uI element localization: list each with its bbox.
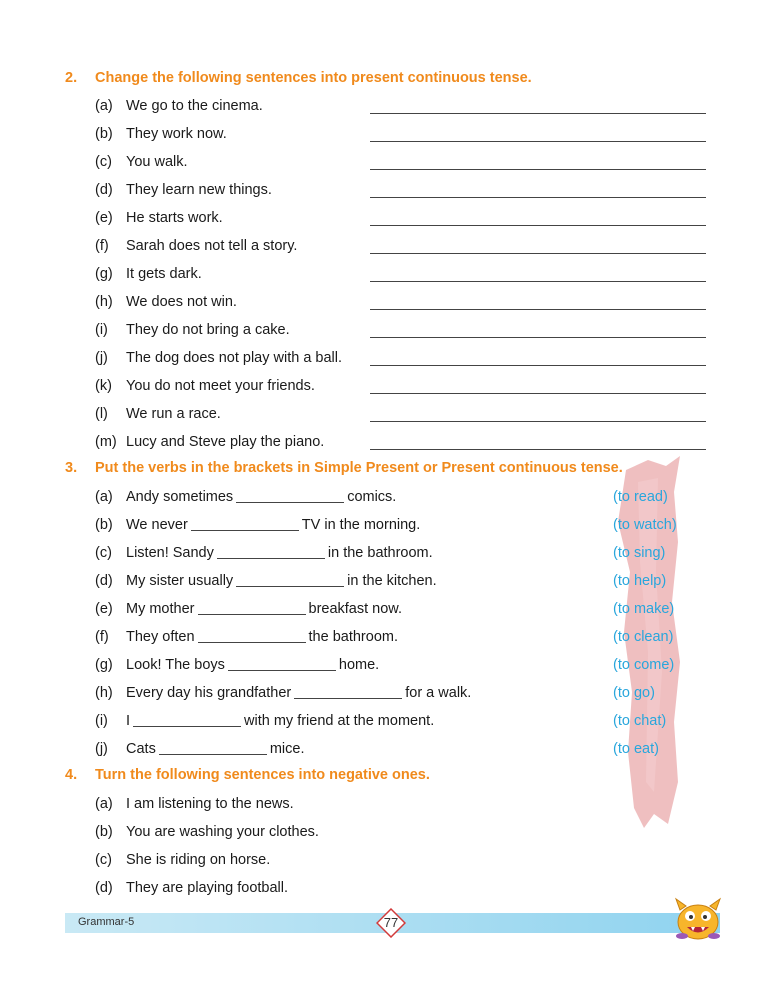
item-label: (c)	[95, 154, 112, 170]
answer-line[interactable]	[370, 281, 706, 282]
answer-line[interactable]	[370, 197, 706, 198]
item-text-after: home.	[338, 657, 380, 673]
item-label: (f)	[95, 238, 109, 254]
list-item	[95, 320, 290, 340]
item-label: (e)	[95, 601, 113, 617]
section-2-heading	[65, 70, 532, 86]
item-text: We does not win.	[126, 294, 237, 310]
book-title: Grammar-5	[78, 916, 135, 928]
item-text-after: the bathroom.	[308, 629, 398, 645]
item-text-after: with my friend at the moment.	[244, 713, 435, 729]
list-item	[95, 627, 398, 647]
verb-hint: (to help)	[613, 573, 667, 589]
item-label: (c)	[95, 545, 112, 561]
item-text-after: comics.	[347, 489, 397, 505]
item-label: (d)	[95, 182, 113, 198]
list-item	[95, 96, 263, 116]
item-label: (a)	[95, 489, 113, 505]
item-label: (d)	[95, 880, 113, 896]
item-text-before: Andy sometimes	[126, 489, 234, 505]
verb-hint: (to make)	[613, 601, 675, 617]
answer-line[interactable]	[370, 253, 706, 254]
verb-hint: (to sing)	[613, 545, 666, 561]
verb-hint: (to read)	[613, 489, 668, 505]
item-text-before: They often	[126, 629, 195, 645]
item-text-after: mice.	[269, 741, 305, 757]
item-text: They learn new things.	[126, 182, 272, 198]
item-label: (k)	[95, 378, 112, 394]
item-text-before: Cats	[126, 741, 156, 757]
list-item	[95, 432, 324, 452]
fill-in-blank[interactable]	[236, 488, 344, 503]
item-text-after: in the kitchen.	[347, 573, 437, 589]
list-item	[95, 515, 420, 535]
section-3-heading	[65, 460, 623, 476]
answer-line[interactable]	[370, 113, 706, 114]
item-text-before: Listen! Sandy	[126, 545, 214, 561]
item-label: (i)	[95, 713, 108, 729]
list-item	[95, 683, 471, 703]
answer-line[interactable]	[370, 337, 706, 338]
item-label: (i)	[95, 322, 108, 338]
item-text: You do not meet your friends.	[126, 378, 315, 394]
item-label: (h)	[95, 685, 113, 701]
section-title: Put the verbs in the brackets in Simple Present or Present continuous tense.	[95, 460, 623, 476]
section-number: 4.	[65, 767, 78, 783]
item-label: (e)	[95, 210, 113, 226]
item-label: (l)	[95, 406, 108, 422]
fill-in-blank[interactable]	[198, 628, 306, 643]
item-text: They do not bring a cake.	[126, 322, 290, 338]
item-text: It gets dark.	[126, 266, 202, 282]
item-text: Sarah does not tell a story.	[126, 238, 298, 254]
item-label: (d)	[95, 573, 113, 589]
item-text: We go to the cinema.	[126, 98, 263, 114]
list-item	[95, 236, 297, 256]
item-label: (j)	[95, 741, 108, 757]
item-text: You are washing your clothes.	[126, 824, 319, 840]
section-number: 2.	[65, 70, 78, 86]
fill-in-blank[interactable]	[236, 572, 344, 587]
section-title: Change the following sentences into present continuous tense.	[95, 70, 532, 86]
fill-in-blank[interactable]	[228, 656, 336, 671]
list-item	[95, 404, 221, 424]
fill-in-blank[interactable]	[217, 544, 325, 559]
list-item	[95, 571, 437, 591]
list-item	[95, 124, 227, 144]
item-text-before: My sister usually	[126, 573, 234, 589]
list-item	[95, 208, 223, 228]
section-number: 3.	[65, 460, 78, 476]
item-text: I am listening to the news.	[126, 796, 294, 812]
list-item	[95, 655, 379, 675]
item-label: (b)	[95, 824, 113, 840]
verb-hint: (to eat)	[613, 741, 659, 757]
item-text: The dog does not play with a ball.	[126, 350, 343, 366]
fill-in-blank[interactable]	[191, 516, 299, 531]
item-text-before: Look! The boys	[126, 657, 225, 673]
list-item	[95, 878, 288, 898]
item-label: (j)	[95, 350, 108, 366]
mascot-character-icon	[672, 896, 724, 942]
item-text: Lucy and Steve play the piano.	[126, 434, 325, 450]
section-title: Turn the following sentences into negative ones.	[95, 767, 430, 783]
list-item	[95, 180, 272, 200]
item-label: (f)	[95, 629, 109, 645]
verb-hint: (to clean)	[613, 629, 674, 645]
list-item	[95, 850, 270, 870]
section-4-heading	[65, 767, 430, 783]
list-item	[95, 487, 396, 507]
answer-line[interactable]	[370, 449, 706, 450]
item-text-after: for a walk.	[405, 685, 472, 701]
item-text-after: breakfast now.	[308, 601, 402, 617]
answer-line[interactable]	[370, 365, 706, 366]
item-text: You walk.	[126, 154, 188, 170]
fill-in-blank[interactable]	[159, 740, 267, 755]
answer-line[interactable]	[370, 421, 706, 422]
fill-in-blank[interactable]	[133, 712, 241, 727]
item-text: He starts work.	[126, 210, 223, 226]
list-item	[95, 711, 434, 731]
verb-hint: (to chat)	[613, 713, 667, 729]
item-text-before: We never	[126, 517, 188, 533]
item-label: (a)	[95, 796, 113, 812]
list-item	[95, 376, 315, 396]
item-label: (m)	[95, 434, 117, 450]
item-text: They work now.	[126, 126, 227, 142]
item-label: (c)	[95, 852, 112, 868]
item-text: She is riding on horse.	[126, 852, 271, 868]
item-label: (a)	[95, 98, 113, 114]
item-label: (h)	[95, 294, 113, 310]
answer-line[interactable]	[370, 393, 706, 394]
list-item	[95, 822, 319, 842]
answer-line[interactable]	[370, 309, 706, 310]
list-item	[95, 599, 402, 619]
fill-in-blank[interactable]	[198, 600, 306, 615]
verb-hint: (to go)	[613, 685, 655, 701]
item-label: (g)	[95, 266, 113, 282]
page-number: 77	[383, 915, 399, 930]
item-text: They are playing football.	[126, 880, 289, 896]
list-item	[95, 739, 304, 759]
answer-line[interactable]	[370, 141, 706, 142]
answer-line[interactable]	[370, 225, 706, 226]
item-label: (b)	[95, 517, 113, 533]
list-item	[95, 152, 188, 172]
list-item	[95, 348, 342, 368]
item-text-after: in the bathroom.	[327, 545, 433, 561]
list-item	[95, 264, 202, 284]
item-label: (b)	[95, 126, 113, 142]
list-item	[95, 543, 433, 563]
item-text-before: I	[126, 713, 131, 729]
list-item	[95, 794, 294, 814]
item-text-after: TV in the morning.	[301, 517, 421, 533]
answer-line[interactable]	[370, 169, 706, 170]
list-item	[95, 292, 237, 312]
verb-hint: (to come)	[613, 657, 675, 673]
item-text: We run a race.	[126, 406, 221, 422]
item-text-before: My mother	[126, 601, 195, 617]
verb-hint: (to watch)	[613, 517, 677, 533]
item-text-before: Every day his grandfather	[126, 685, 292, 701]
item-label: (g)	[95, 657, 113, 673]
fill-in-blank[interactable]	[294, 684, 402, 699]
